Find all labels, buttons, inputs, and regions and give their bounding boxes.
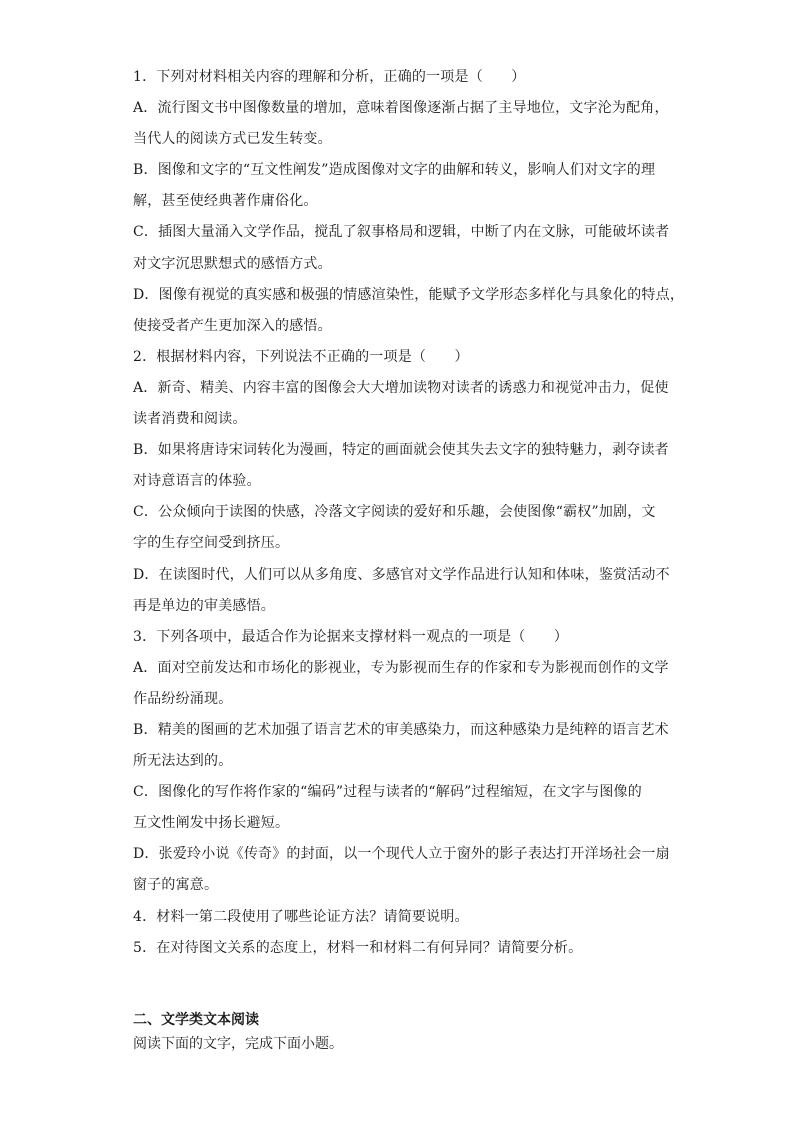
question-1-option-d-line-2: 使接受者产生更加深入的感悟。 — [133, 317, 332, 334]
question-1-stem: 1．下列对材料相关内容的理解和分析，正确的一项是（ ） — [133, 69, 526, 85]
question-4: 4．材料一第二段使用了哪些论证方法？请简要说明。 — [133, 908, 469, 925]
question-3-option-b-line-2: 所无法达到的。 — [133, 753, 233, 770]
question-2-option-c-line-1: C．公众倾向于读图的快感，冷落文字阅读的爱好和乐趣，会使图像“霸权”加剧，文 — [133, 504, 656, 521]
question-1-option-b-line-1: B．图像和文字的“互文性阐发”造成图像对文字的曲解和转义，影响人们对文字的理 — [133, 162, 656, 179]
question-3-option-d-line-2: 窗子的寓意。 — [133, 877, 219, 894]
question-3-stem: 3．下列各项中，最适合作为论据来支撑材料一观点的一项是（ ） — [133, 628, 569, 645]
question-2-option-b-line-1: B．如果将唐诗宋词转化为漫画，特定的画面就会使其失去文字的独特魅力，剥夺读者 — [133, 442, 669, 459]
section-intro: 阅读下面的文字，完成下面小题。 — [133, 1035, 343, 1052]
exam-page — [133, 62, 685, 1056]
question-3-option-a-line-2: 作品纷纷涌现。 — [133, 690, 233, 707]
section-gap — [133, 964, 673, 1008]
question-5: 5．在对待图文关系的态度上，材料一和材料二有何异同？请简要分析。 — [133, 939, 583, 956]
question-1-option-b-line-2: 解，甚至使经典著作庸俗化。 — [133, 193, 318, 210]
question-2-option-b-line-2: 对诗意语言的体验。 — [133, 473, 261, 490]
question-1-option-c-line-1: C．插图大量涌入文学作品，搅乱了叙事格局和逻辑，中断了内在文脉，可能破坏读者 — [133, 224, 670, 241]
question-3-option-d-line-1: D．张爱玲小说《传奇》的封面，以一个现代人立于窗外的影子表达打开洋场社会一扇 — [133, 846, 670, 863]
question-3-option-a-line-1: A．面对空前发达和市场化的影视业，专为影视而生存的作家和专为影视而创作的文学 — [133, 659, 669, 676]
question-2-option-a-line-1: A．新奇、精美、内容丰富的图像会大大增加读物对读者的诱惑力和视觉冲击力，促使 — [133, 379, 669, 396]
question-3-option-b-line-1: B．精美的图画的艺术加强了语言艺术的审美感染力，而这种感染力是纯粹的语言艺术 — [133, 721, 669, 738]
question-2-stem: 2．根据材料内容，下列说法不正确的一项是（ ） — [133, 348, 469, 365]
question-1-option-c-line-2: 对文字沉思默想式的感悟方式。 — [133, 255, 332, 272]
question-1-option-a-line-2: 当代人的阅读方式已发生转变。 — [133, 131, 332, 148]
question-3-option-c-line-1: C．图像化的写作将作家的“编码”过程与读者的“解码”过程缩短，在文字与图像的 — [133, 784, 642, 801]
question-2-option-a-line-2: 读者消费和阅读。 — [133, 411, 247, 428]
question-2-option-d-line-2: 再是单边的审美感悟。 — [133, 597, 275, 614]
question-3-option-c-line-2: 互文性阐发中扬长避短。 — [133, 815, 290, 832]
question-1-option-d-line-1: D．图像有视觉的真实感和极强的情感渲染性，能赋予文学形态多样化与具象化的特点， — [133, 286, 685, 303]
question-2-option-c-line-2: 字的生存空间受到挤压。 — [133, 535, 290, 552]
section-title: 二、文学类文本阅读 — [133, 1011, 259, 1028]
question-1-option-a-line-1: A．流行图文书中图像数量的增加，意味着图像逐渐占据了主导地位，文字沦为配角， — [133, 100, 669, 117]
question-2-option-d-line-1: D．在读图时代，人们可以从多角度、多感官对文学作品进行认知和体味，鉴赏活动不 — [133, 566, 670, 583]
